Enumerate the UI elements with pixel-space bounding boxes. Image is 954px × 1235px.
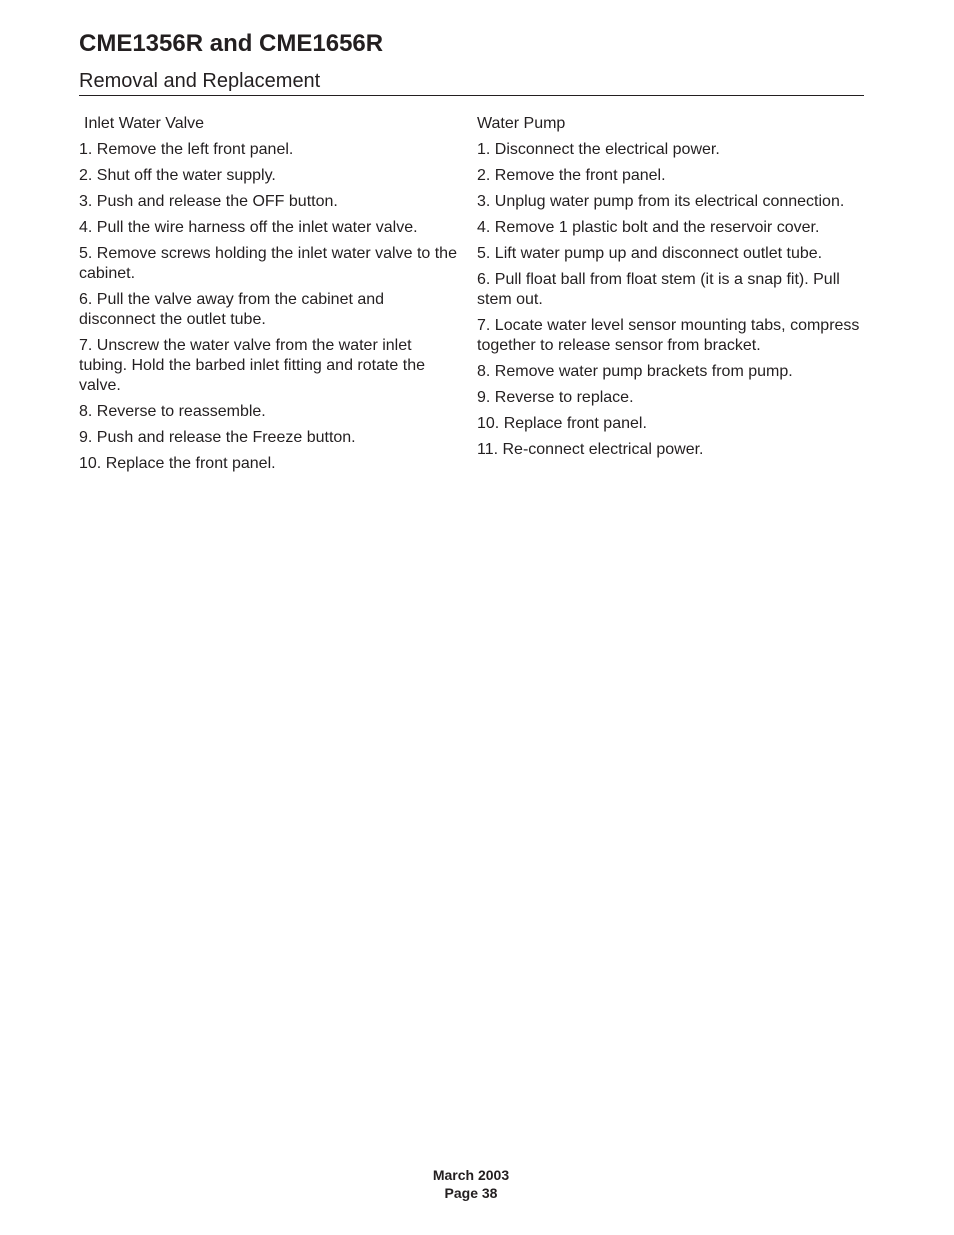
water-pump-heading: Water Pump — [477, 115, 566, 132]
step-item: 2. Shut off the water supply. — [79, 167, 276, 184]
step-item: 2. Remove the front panel. — [477, 167, 666, 184]
inlet-water-valve-section — [79, 114, 464, 480]
footer-date: March 2003 — [432, 1167, 510, 1183]
inlet-water-valve-heading: Inlet Water Valve — [84, 115, 205, 132]
step-item: 11. Re-connect electrical power. — [477, 441, 704, 458]
step-item: 1. Remove the left front panel. — [79, 141, 294, 158]
section-title: Removal and Replacement — [79, 70, 321, 92]
document-title: CME1356R and CME1656R — [79, 30, 384, 57]
step-item: 1. Disconnect the electrical power. — [477, 141, 720, 158]
water-pump-section — [477, 114, 872, 466]
step-item: 3. Unplug water pump from its electrical connection. — [477, 193, 845, 210]
page-footer — [0, 1166, 942, 1202]
step-item: 6. Pull the valve away from the cabinet and disconnect the outlet tube. — [79, 291, 385, 328]
header-divider — [79, 95, 864, 96]
page-number: Page 38 — [444, 1185, 498, 1201]
step-item: 9. Push and release the Freeze button. — [79, 429, 356, 446]
step-item: 9. Reverse to replace. — [477, 389, 634, 406]
step-item: 7. Unscrew the water valve from the water inlet tubing. Hold the barbed inlet fitting and rotate the valve. — [79, 337, 426, 394]
step-item: 8. Remove water pump brackets from pump. — [477, 363, 793, 380]
step-item: 10. Replace the front panel. — [79, 455, 276, 472]
step-item: 10. Replace front panel. — [477, 415, 647, 432]
step-item: 8. Reverse to reassemble. — [79, 403, 266, 420]
step-item: 7. Locate water level sensor mounting tabs, compress together to release sensor from bracket. — [477, 317, 860, 354]
step-item: 4. Pull the wire harness off the inlet water valve. — [79, 219, 418, 236]
step-item: 5. Lift water pump up and disconnect outlet tube. — [477, 245, 823, 262]
inlet-water-valve-steps — [79, 140, 464, 474]
water-pump-steps — [477, 140, 872, 460]
step-item: 3. Push and release the OFF button. — [79, 193, 338, 210]
step-item: 4. Remove 1 plastic bolt and the reservoir cover. — [477, 219, 820, 236]
step-item: 6. Pull float ball from float stem (it is a snap fit). Pull stem out. — [477, 271, 840, 308]
step-item: 5. Remove screws holding the inlet water valve to the cabinet. — [79, 245, 457, 282]
